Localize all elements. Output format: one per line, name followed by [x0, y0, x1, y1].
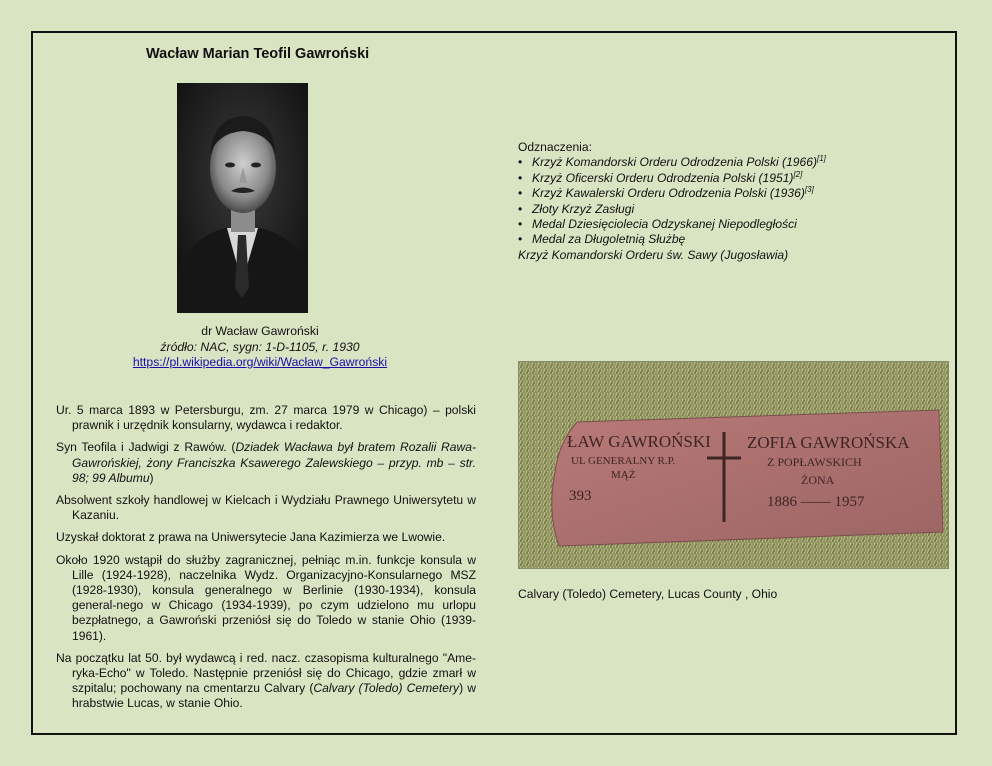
page-title: Wacław Marian Teofil Gawroński — [146, 46, 370, 62]
footnote-ref[interactable]: [1] — [817, 154, 826, 164]
wikipedia-link[interactable]: https://pl.wikipedia.org/wiki/Wacław_Gawroński — [132, 355, 388, 369]
award-item: • Medal Dziesięciolecia Odzyskanej Niepodległości — [518, 217, 938, 232]
portrait-image — [177, 83, 308, 313]
awards-section — [518, 140, 938, 263]
stone-right-line3: ŻONA — [801, 473, 835, 487]
gravestone-caption: Calvary (Toledo) Cemetery, Lucas County , Ohio — [518, 587, 778, 601]
award-item: • Krzyż Kawalerski Orderu Odrodzenia Polski (1936)[3] — [518, 186, 938, 201]
biography — [56, 403, 476, 719]
bio-paragraph: Ur. 5 marca 1893 w Petersburgu, zm. 27 marca 1979 w Chicago) – polski prawnik i urzędnik konsularny, wydawca i redaktor. — [56, 403, 476, 433]
caption-name: dr Wacław Gawroński — [201, 324, 319, 338]
stone-right-line2: Z POPŁAWSKICH — [767, 455, 862, 469]
award-item: • Złoty Krzyż Zasługi — [518, 202, 938, 217]
stone-right-years: 1886 —— 1957 — [767, 494, 865, 510]
bio-paragraph: Około 1920 wstąpił do służby zagranicznej, pełniąc m.in. funkcje konsula w Lille (1924-1928), naczelnika Wydz. Organizacyjno-Konsularnego MSZ (1928-1930), konsula generalnego w Berlinie (1930-1934), konsula general-nego w Chicago (1934-1939), po czym udzielono mu urlopu bezpłatnego, a Gawroński przeniósł się do Toledo w stanie Ohio (1939-1961). — [56, 552, 476, 643]
bio-paragraph: Absolwent szkoły handlowej w Kielcach i Wydziału Prawnego Uniwersytetu w Kazaniu. — [56, 493, 476, 523]
stone-right-name: ZOFIA GAWROŃSKA — [747, 433, 910, 452]
awards-list — [518, 155, 938, 247]
caption-source: źródło: NAC, sygn: 1-D-1105, r. 1930 — [160, 339, 360, 354]
stone-left-line3: MĄŻ — [611, 469, 636, 481]
award-item: • Krzyż Komandorski Orderu Odrodzenia Polski (1966)[1] — [518, 155, 938, 170]
gravestone-photo — [518, 361, 949, 569]
stone-left-year: 393 — [569, 488, 592, 504]
awards-heading: Odznaczenia: — [518, 140, 592, 154]
award-item: • Medal za Długoletnią Służbę — [518, 232, 938, 247]
portrait-photo — [177, 83, 308, 313]
award-item-last: Krzyż Komandorski Orderu św. Sawy (Jugosławia) — [518, 247, 789, 262]
bio-paragraph: Na początku lat 50. był wydawcą i red. nacz. czasopisma kulturalnego "Ame-ryka-Echo" w Toledo. Następnie przeniósł się do Chicago, gdzie zmarł w szpitalu; pochowany na cmentarzu Calvary (Calvary (Toledo) Cemetery) w hrabstwie Lucas, w stanie Ohio. — [56, 650, 477, 711]
footnote-ref[interactable]: [2] — [793, 169, 803, 179]
stone-left-line2: UL GENERALNY R.P. — [571, 455, 676, 467]
gravestone-image — [519, 362, 948, 568]
award-item: • Krzyż Oficerski Orderu Odrodzenia Polski (1951)[2] — [518, 171, 938, 186]
bio-paragraph: Syn Teofila i Jadwigi z Rawów. (Dziadek Wacława był bratem Rozalii Rawa-Gawrońskiej, żony Franciszka Ksawerego Zalewskiego – przyp. mb – str. 98; 99 Albumu) — [56, 440, 476, 485]
footnote-ref[interactable]: [3] — [804, 185, 814, 195]
stone-left-name: ŁAW GAWROŃSKI — [567, 432, 711, 451]
portrait-caption — [70, 324, 450, 371]
bio-paragraph: Uzyskał doktorat z prawa na Uniwersytecie Jana Kazimierza we Lwowie. — [56, 530, 446, 545]
